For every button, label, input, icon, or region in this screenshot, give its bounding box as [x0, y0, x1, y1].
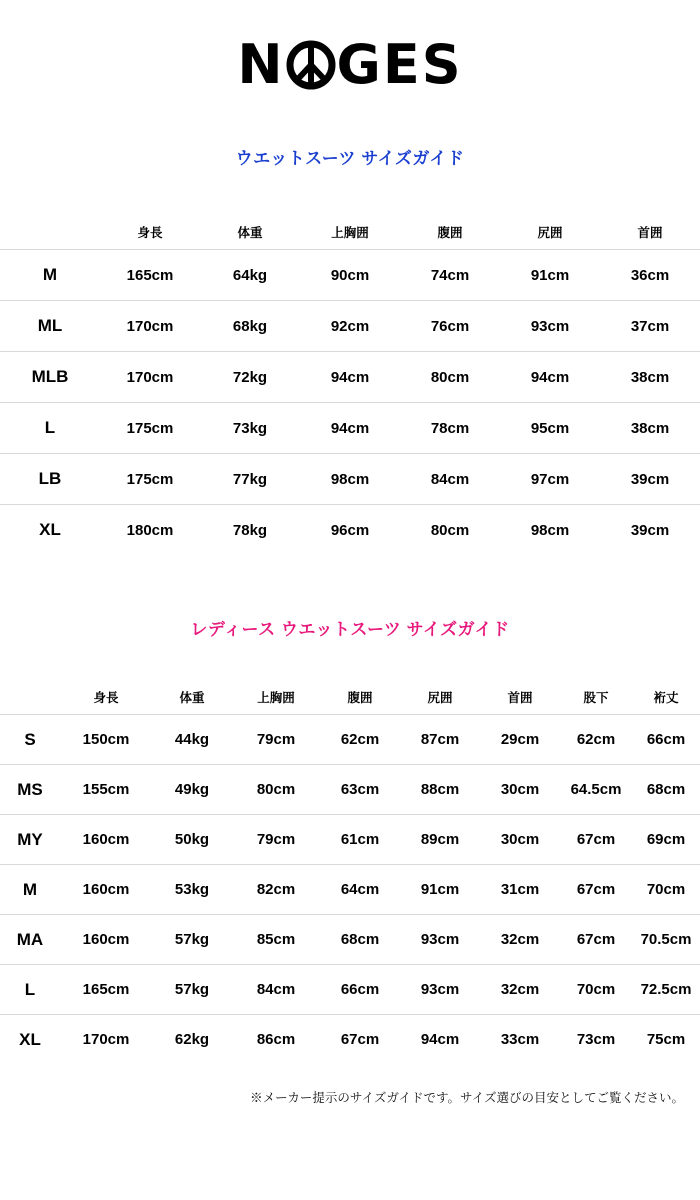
mens-row-4-size: LB	[38, 469, 62, 488]
table-row	[0, 301, 700, 352]
table-row	[0, 865, 700, 915]
ladies-row-6-sleeve: 75cm	[646, 1031, 686, 1048]
mens-row-5-chest: 96cm	[330, 521, 370, 539]
ladies-row-6-neck: 33cm	[500, 1031, 540, 1048]
table-row	[0, 815, 700, 865]
ladies-section-title: レディース ウエットスーツ サイズガイド	[190, 620, 510, 639]
ladies-row-5-neck: 32cm	[500, 981, 540, 998]
mens-row-5-height: 180cm	[126, 521, 174, 539]
ladies-row-0-inseam: 62cm	[576, 731, 616, 748]
peace-symbol-icon	[286, 40, 336, 90]
ladies-row-4-size: MA	[16, 929, 44, 949]
mens-row-3-chest: 94cm	[330, 419, 370, 437]
mens-row-1-neck: 37cm	[630, 317, 670, 335]
mens-row-0-height: 165cm	[126, 266, 174, 284]
mens-row-5-waist: 80cm	[430, 521, 470, 539]
ladies-row-2-height: 160cm	[82, 831, 130, 848]
mens-table-header-row	[0, 215, 700, 250]
mens-row-4-neck: 39cm	[630, 470, 670, 488]
mens-col-chest: 上胸囲	[331, 226, 369, 240]
ladies-row-4-inseam: 67cm	[576, 931, 616, 948]
mens-col-hip: 尻囲	[537, 226, 563, 240]
ladies-row-1-inseam: 64.5cm	[570, 781, 622, 798]
brand-logo-text	[237, 33, 463, 96]
mens-row-2-weight: 72kg	[232, 368, 268, 386]
mens-row-4-waist: 84cm	[430, 470, 470, 488]
ladies-row-2-size: MY	[17, 829, 43, 849]
mens-row-2-size: MLB	[31, 367, 69, 386]
ladies-col-size	[0, 680, 60, 715]
ladies-col-sleeve: 裄丈	[653, 691, 679, 705]
ladies-row-5-inseam: 70cm	[576, 981, 616, 998]
ladies-row-2-weight: 50kg	[174, 831, 210, 848]
ladies-row-6-hip: 94cm	[420, 1031, 460, 1048]
ladies-col-neck: 首囲	[507, 691, 533, 705]
ladies-col-weight: 体重	[179, 691, 205, 705]
ladies-row-0-height: 150cm	[82, 731, 130, 748]
ladies-row-6-waist: 67cm	[340, 1031, 380, 1048]
mens-col-waist: 腹囲	[437, 226, 463, 240]
mens-row-5-size: XL	[39, 520, 61, 539]
ladies-row-5-sleeve: 72.5cm	[640, 981, 692, 998]
mens-row-4-height: 175cm	[126, 470, 174, 488]
mens-row-4-hip: 97cm	[530, 470, 570, 488]
ladies-row-0-waist: 62cm	[340, 731, 380, 748]
ladies-row-0-sleeve: 66cm	[646, 731, 686, 748]
ladies-row-1-hip: 88cm	[420, 781, 460, 798]
mens-row-2-height: 170cm	[126, 368, 174, 386]
ladies-row-6-inseam: 73cm	[576, 1031, 616, 1048]
ladies-row-3-height: 160cm	[82, 881, 130, 898]
ladies-row-1-neck: 30cm	[500, 781, 540, 798]
ladies-row-3-sleeve: 70cm	[646, 881, 686, 898]
ladies-row-5-height: 165cm	[82, 981, 130, 998]
ladies-size-table	[0, 680, 700, 1064]
mens-row-1-weight: 68kg	[232, 317, 268, 335]
ladies-row-1-height: 155cm	[82, 781, 130, 798]
mens-row-1-chest: 92cm	[330, 317, 370, 335]
ladies-row-1-weight: 49kg	[174, 781, 210, 798]
ladies-row-4-waist: 68cm	[340, 931, 380, 948]
ladies-row-3-weight: 53kg	[174, 881, 210, 898]
ladies-row-2-neck: 30cm	[500, 831, 540, 848]
ladies-row-1-sleeve: 68cm	[646, 781, 686, 798]
ladies-row-3-neck: 31cm	[500, 881, 540, 898]
mens-row-2-chest: 94cm	[330, 368, 370, 386]
logo-letter-n: N	[237, 33, 285, 96]
table-row	[0, 352, 700, 403]
ladies-row-6-chest: 86cm	[256, 1031, 296, 1048]
table-row	[0, 505, 700, 556]
ladies-row-5-weight: 57kg	[174, 981, 210, 998]
table-row	[0, 715, 700, 765]
ladies-row-6-weight: 62kg	[174, 1031, 210, 1048]
ladies-col-chest: 上胸囲	[257, 691, 295, 705]
table-row	[0, 1015, 700, 1065]
ladies-row-4-hip: 93cm	[420, 931, 460, 948]
ladies-row-2-inseam: 67cm	[576, 831, 616, 848]
ladies-row-3-hip: 91cm	[420, 881, 460, 898]
mens-row-0-size: M	[42, 265, 58, 284]
ladies-row-1-waist: 63cm	[340, 781, 380, 798]
mens-row-2-waist: 80cm	[430, 368, 470, 386]
table-row	[0, 915, 700, 965]
ladies-row-4-chest: 85cm	[256, 931, 296, 948]
ladies-row-4-weight: 57kg	[174, 931, 210, 948]
ladies-row-2-chest: 79cm	[256, 831, 296, 848]
mens-row-0-chest: 90cm	[330, 266, 370, 284]
ladies-row-3-inseam: 67cm	[576, 881, 616, 898]
mens-row-0-weight: 64kg	[232, 266, 268, 284]
table-row	[0, 965, 700, 1015]
logo-letters-ges: GES	[336, 33, 463, 96]
mens-row-3-size: L	[44, 418, 56, 437]
mens-row-3-neck: 38cm	[630, 419, 670, 437]
ladies-row-6-size: XL	[19, 1029, 41, 1049]
ladies-row-5-chest: 84cm	[256, 981, 296, 998]
mens-row-0-hip: 91cm	[530, 266, 570, 284]
ladies-col-waist: 腹囲	[347, 691, 373, 705]
ladies-row-3-waist: 64cm	[340, 881, 380, 898]
table-row	[0, 454, 700, 505]
ladies-table-header-row	[0, 680, 700, 715]
mens-row-4-weight: 77kg	[232, 470, 268, 488]
ladies-row-4-height: 160cm	[82, 931, 130, 948]
mens-section-title: ウエットスーツ サイズガイド	[235, 149, 465, 168]
ladies-row-0-chest: 79cm	[256, 731, 296, 748]
mens-row-2-hip: 94cm	[530, 368, 570, 386]
mens-size-table	[0, 215, 700, 555]
ladies-col-inseam: 股下	[583, 691, 609, 705]
mens-row-2-neck: 38cm	[630, 368, 670, 386]
mens-row-1-waist: 76cm	[430, 317, 470, 335]
ladies-row-6-height: 170cm	[82, 1031, 130, 1048]
brand-logo	[0, 0, 700, 96]
mens-row-5-neck: 39cm	[630, 521, 670, 539]
ladies-row-1-size: MS	[17, 779, 43, 799]
ladies-row-4-neck: 32cm	[500, 931, 540, 948]
mens-row-5-hip: 98cm	[530, 521, 570, 539]
ladies-row-4-sleeve: 70.5cm	[640, 931, 692, 948]
mens-row-0-neck: 36cm	[630, 266, 670, 284]
ladies-col-height: 身長	[93, 691, 119, 705]
ladies-row-0-weight: 44kg	[174, 731, 210, 748]
ladies-row-0-size: S	[24, 729, 36, 749]
table-row	[0, 250, 700, 301]
ladies-row-2-hip: 89cm	[420, 831, 460, 848]
table-row	[0, 765, 700, 815]
ladies-row-3-chest: 82cm	[256, 881, 296, 898]
table-row	[0, 403, 700, 454]
mens-col-height: 身長	[137, 226, 163, 240]
mens-col-neck: 首囲	[637, 226, 663, 240]
mens-col-size	[0, 215, 100, 250]
ladies-col-hip: 尻囲	[427, 691, 453, 705]
mens-col-weight: 体重	[237, 226, 263, 240]
mens-row-0-waist: 74cm	[430, 266, 470, 284]
mens-row-1-height: 170cm	[126, 317, 174, 335]
ladies-row-0-hip: 87cm	[420, 731, 460, 748]
mens-row-3-hip: 95cm	[530, 419, 570, 437]
ladies-row-2-sleeve: 69cm	[646, 831, 686, 848]
ladies-row-5-waist: 66cm	[340, 981, 380, 998]
mens-row-1-size: ML	[37, 316, 63, 335]
mens-row-4-chest: 98cm	[330, 470, 370, 488]
section-spacer	[0, 555, 700, 615]
ladies-row-3-size: M	[22, 879, 38, 899]
mens-row-3-waist: 78cm	[430, 419, 470, 437]
ladies-row-5-hip: 93cm	[420, 981, 460, 998]
mens-row-1-hip: 93cm	[530, 317, 570, 335]
mens-row-3-height: 175cm	[126, 419, 174, 437]
footnote-text: ※メーカー提示のサイズガイドです。サイズ選びの目安としてご覧ください。	[250, 1091, 684, 1105]
mens-row-5-weight: 78kg	[232, 521, 268, 539]
ladies-row-0-neck: 29cm	[500, 731, 540, 748]
ladies-row-2-waist: 61cm	[340, 831, 380, 848]
ladies-row-5-size: L	[24, 979, 36, 999]
mens-row-3-weight: 73kg	[232, 419, 268, 437]
ladies-row-1-chest: 80cm	[256, 781, 296, 798]
